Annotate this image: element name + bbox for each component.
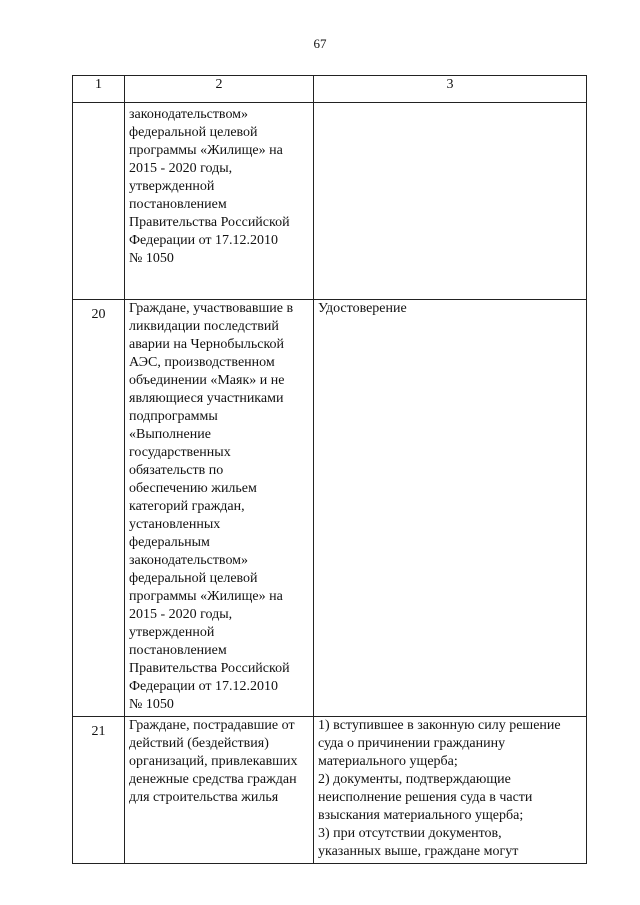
cell-text-line: обеспечению жильем	[129, 481, 257, 496]
document-table	[72, 75, 587, 864]
cell-text-line: 1) вступившее в законную силу решение	[318, 718, 561, 733]
cell-text-line: аварии на Чернобыльской	[129, 337, 285, 352]
cell-text-line: федеральным	[129, 535, 210, 550]
cell-text-line: материального ущерба;	[318, 754, 458, 769]
cell-text-line: государственных	[129, 445, 231, 460]
cell-text-line: объединении «Маяк» и не	[129, 373, 285, 388]
cell-text-line: Федерации от 17.12.2010	[129, 679, 279, 694]
cell-text-line: федеральной целевой	[129, 571, 258, 586]
cell-text-line: 2) документы, подтверждающие	[318, 772, 511, 787]
cell-text-line: действий (бездействия)	[129, 736, 269, 751]
cell-text-line: Правительства Российской	[129, 215, 290, 230]
cell-text-line: неисполнение решения суда в части	[318, 790, 533, 805]
column-header-2: 2	[125, 76, 314, 103]
cell-text-line: утвержденной	[129, 179, 215, 194]
cell-text-line: обязательств по	[129, 463, 224, 478]
cell-text-line: для строительства жилья	[129, 790, 279, 805]
cell-text-line: № 1050	[129, 251, 174, 266]
cell-text-line: установленных	[129, 517, 221, 532]
cell-text-line: Федерации от 17.12.2010	[129, 233, 279, 248]
cell-text-line: 2015 - 2020 годы,	[129, 607, 233, 622]
category-cell	[125, 300, 314, 717]
cell-text-line: взыскания материального ущерба;	[318, 808, 524, 823]
cell-text-line: ликвидации последствий	[129, 319, 279, 334]
column-header-3: 3	[314, 76, 587, 103]
cell-text-line: Удостоверение	[318, 301, 407, 316]
cell-text-line: Правительства Российской	[129, 661, 290, 676]
cell-text-line: программы «Жилище» на	[129, 143, 283, 158]
cell-text-line: денежные средства граждан	[129, 772, 297, 787]
table-row	[73, 717, 587, 864]
row-number-cell: 21	[73, 717, 125, 864]
cell-text-line: категорий граждан,	[129, 499, 245, 514]
row-number-cell: 20	[73, 300, 125, 717]
cell-text-line: АЭС, производственном	[129, 355, 275, 370]
cell-text-line: Граждане, участвовавшие в	[129, 301, 294, 316]
documents-cell	[314, 717, 587, 864]
cell-text-line: № 1050	[129, 697, 174, 712]
cell-text-line: указанных выше, граждане могут	[318, 844, 519, 859]
cell-text-line: законодательством»	[129, 553, 249, 568]
category-cell	[125, 717, 314, 864]
row-number-cell	[73, 103, 125, 300]
table-row	[73, 103, 587, 300]
cell-text-line: подпрограммы	[129, 409, 218, 424]
cell-text-line: утвержденной	[129, 625, 215, 640]
cell-text-line: являющиеся участниками	[129, 391, 284, 406]
column-header-1: 1	[73, 76, 125, 103]
cell-text-line: федеральной целевой	[129, 125, 258, 140]
cell-text-line: программы «Жилище» на	[129, 589, 283, 604]
category-cell	[125, 103, 314, 300]
cell-text-line: организаций, привлекавших	[129, 754, 298, 769]
page-number: 67	[313, 36, 327, 51]
documents-cell	[314, 300, 587, 717]
table-row	[73, 300, 587, 717]
cell-text-line: суда о причинении гражданину	[318, 736, 506, 751]
cell-text-line: законодательством»	[129, 107, 249, 122]
cell-text-line: Граждане, пострадавшие от	[129, 718, 295, 733]
cell-text-line: 2015 - 2020 годы,	[129, 161, 233, 176]
cell-text-line: «Выполнение	[129, 427, 211, 442]
cell-text-line: 3) при отсутствии документов,	[318, 826, 502, 841]
table-header-row	[73, 76, 587, 103]
cell-text-line: постановлением	[129, 643, 227, 658]
cell-text-line: постановлением	[129, 197, 227, 212]
documents-cell	[314, 103, 587, 300]
